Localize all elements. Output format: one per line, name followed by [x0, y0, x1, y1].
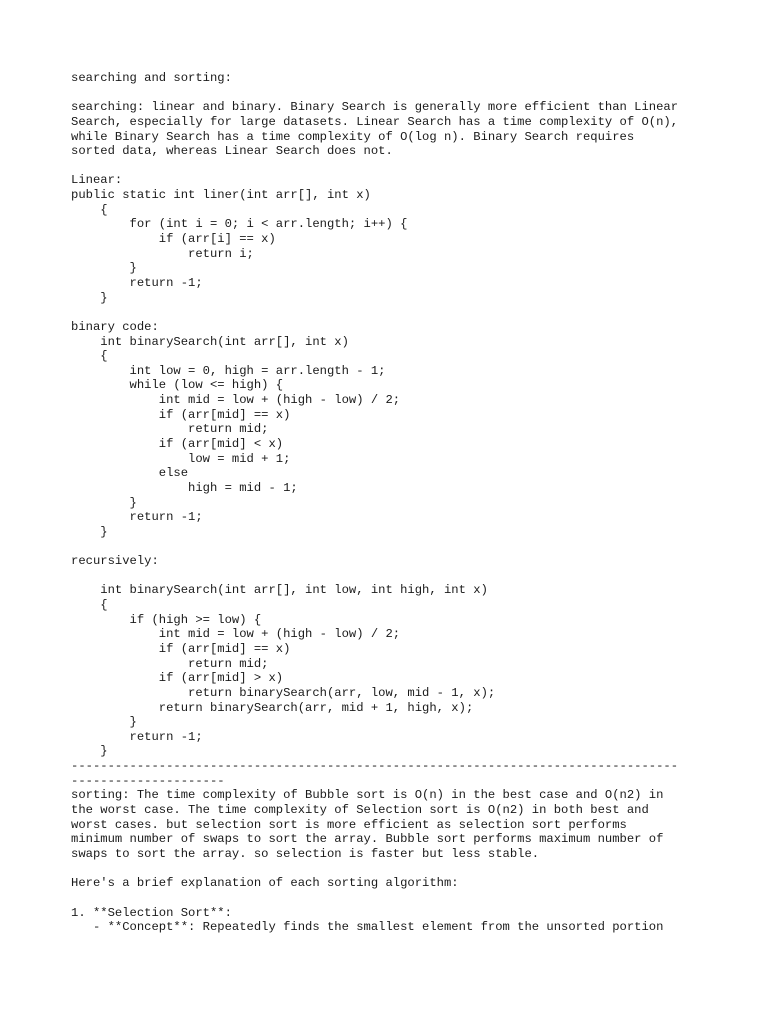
text-line: int mid = low + (high - low) / 2; [71, 393, 401, 408]
text-line: return mid; [71, 656, 269, 671]
text-line: } [71, 715, 137, 730]
blank-line [71, 86, 711, 101]
text-line: return -1; [71, 275, 203, 290]
text-line: minimum number of swaps to sort the array. Bubble sort performs maximum number of [71, 832, 664, 847]
text-line: searching and sorting: [71, 71, 232, 85]
text-line: sorting: The time complexity of Bubble sort is O(n) in the best case and O(n2) in [71, 788, 664, 803]
text-line: for (int i = 0; i < arr.length; i++) { [71, 217, 408, 232]
text-line: 1. **Selection Sort**: [71, 905, 232, 920]
text-line: return -1; [71, 729, 203, 744]
text-line: return i; [71, 246, 254, 261]
blank-line [71, 862, 711, 877]
blank-line [71, 159, 711, 174]
text-line: return binarySearch(arr, low, mid - 1, x); [71, 685, 496, 700]
text-line: Here's a brief explanation of each sorting algorithm: [71, 876, 459, 891]
blank-line [71, 540, 711, 555]
text-line: int low = 0, high = arr.length - 1; [71, 363, 386, 378]
text-line: public static int liner(int arr[], int x) [71, 188, 371, 203]
text-line: } [71, 290, 108, 305]
text-line: int mid = low + (high - low) / 2; [71, 627, 401, 642]
text-line: if (arr[mid] == x) [71, 407, 291, 422]
text-line: sorted data, whereas Linear Search does not. [71, 144, 393, 159]
text-line: the worst case. The time complexity of Selection sort is O(n2) in both best and [71, 803, 649, 818]
text-line: while Binary Search has a time complexity of O(log n). Binary Search requires [71, 129, 635, 144]
text-line: if (arr[mid] == x) [71, 641, 291, 656]
document-page [71, 71, 711, 935]
blank-line [71, 305, 711, 320]
text-line: --------------------- [71, 773, 225, 788]
text-line: } [71, 261, 137, 276]
text-line: { [71, 202, 108, 217]
text-line: { [71, 598, 108, 613]
text-line: binary code: [71, 319, 159, 334]
text-line: while (low <= high) { [71, 378, 284, 393]
text-line: { [71, 349, 108, 364]
text-line: ----------------------------------------------------------------------------------- [71, 759, 679, 774]
text-line: high = mid - 1; [71, 480, 298, 495]
text-line: low = mid + 1; [71, 451, 291, 466]
text-line: if (arr[i] == x) [71, 232, 276, 247]
blank-line [71, 569, 711, 584]
document-text [71, 71, 711, 935]
text-line: searching: linear and binary. Binary Search is generally more efficient than Linear [71, 100, 679, 115]
blank-line [71, 891, 711, 906]
text-line: if (high >= low) { [71, 612, 262, 627]
text-line: int binarySearch(int arr[], int x) [71, 334, 349, 349]
text-line: return -1; [71, 510, 203, 525]
text-line: int binarySearch(int arr[], int low, int high, int x) [71, 583, 488, 598]
text-line: if (arr[mid] < x) [71, 437, 284, 452]
text-line: } [71, 524, 108, 539]
text-line: return mid; [71, 422, 269, 437]
text-line: - **Concept**: Repeatedly finds the smallest element from the unsorted portion [71, 920, 664, 935]
text-line: else [71, 466, 189, 481]
text-line: if (arr[mid] > x) [71, 671, 284, 686]
text-line: recursively: [71, 554, 159, 569]
text-line: return binarySearch(arr, mid + 1, high, x); [71, 700, 474, 715]
text-line: } [71, 744, 108, 759]
text-line: Linear: [71, 173, 123, 188]
text-line: } [71, 495, 137, 510]
text-line: worst cases. but selection sort is more efficient as selection sort performs [71, 817, 627, 832]
text-line: Search, especially for large datasets. Linear Search has a time complexity of O(n), [71, 114, 679, 129]
text-line: swaps to sort the array. so selection is faster but less stable. [71, 846, 540, 861]
